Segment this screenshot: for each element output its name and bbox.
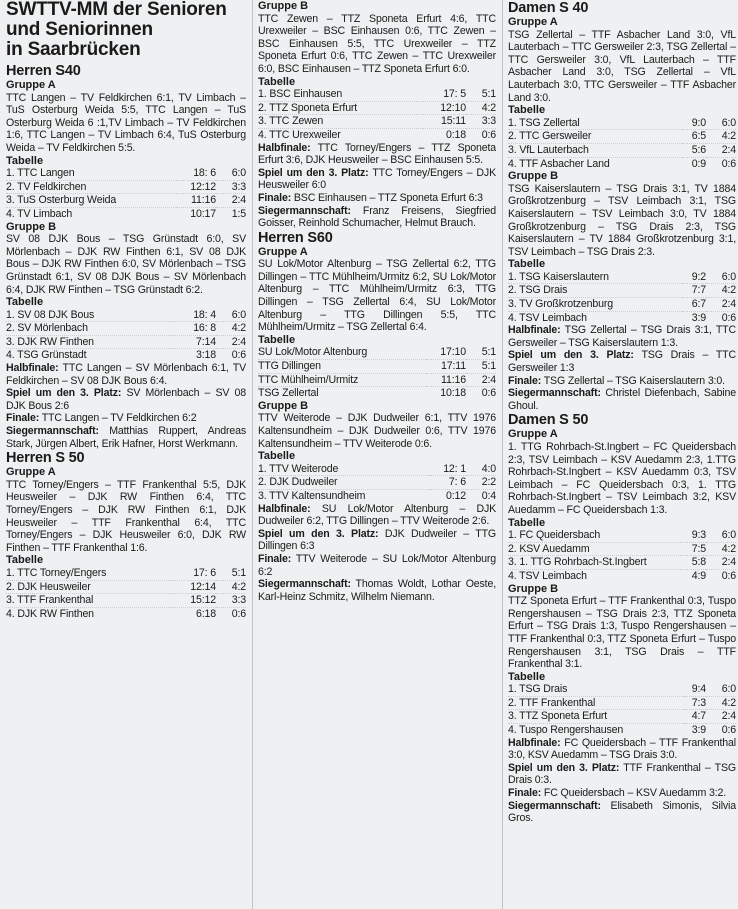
- points-cell: 3:3: [481, 115, 496, 128]
- table-row: [6, 594, 246, 608]
- points-cell: 4:2: [231, 580, 246, 593]
- final-value: FC Queidersbach – KSV Auedamm 3:2.: [543, 787, 727, 800]
- halbfinale-line: [508, 324, 736, 349]
- third-place-line: [258, 167, 496, 192]
- column-3: [508, 0, 736, 909]
- points-cell: 3:3: [231, 594, 246, 607]
- winning-team-value: Thomas Woldt, Lothar Oeste, Karl-Heinz Schmitz, Wilhelm Niemann.: [258, 578, 496, 603]
- winning-team-line: [508, 800, 736, 825]
- team-cell: 4. TSV Leimbach: [508, 311, 587, 324]
- section-herren-s50-continued: [258, 0, 496, 230]
- team-cell: 2. TV Feldkirchen: [6, 180, 87, 193]
- points-cell: 2:4: [721, 143, 736, 156]
- score-cell: 0:9: [691, 157, 706, 170]
- title-line-2: und Seniorinnen: [6, 19, 153, 40]
- team-cell: 2. TTC Gersweiler: [508, 130, 592, 143]
- points-cell: 4:2: [721, 130, 736, 143]
- winning-team-line: [258, 205, 496, 230]
- winning-team-value: Franz Freisens, Siegfried Goisser, Reinhold Schumacher, Helmut Brauch.: [258, 204, 496, 230]
- points-cell: 5:1: [481, 360, 496, 373]
- third-place-label: Spiel um den 3. Platz:: [258, 527, 379, 540]
- standings-table: [508, 529, 736, 582]
- winning-team-label: Siegermannschaft:: [508, 799, 601, 812]
- team-cell: 1. TTC Torney/Engers: [6, 566, 107, 579]
- final-line: [508, 787, 736, 800]
- team-cell: 2. SV Mörlenbach: [6, 322, 88, 335]
- table-row: [508, 556, 736, 570]
- halbfinale-label: Halbfinale:: [258, 141, 311, 154]
- table-heading: Tabelle: [508, 516, 546, 529]
- score-cell: 11:16: [441, 373, 466, 386]
- team-cell: 3. DJK RW Finthen: [6, 335, 94, 348]
- table-row: [6, 567, 246, 580]
- table-row: [508, 157, 736, 170]
- points-cell: 4:0: [481, 462, 496, 475]
- points-cell: 5:1: [481, 88, 496, 101]
- table-row: [508, 311, 736, 324]
- third-place-value: SV Mörlenbach – SV 08 DJK Bous 2:6: [6, 387, 246, 412]
- standings-table: [258, 88, 496, 141]
- points-cell: 5:1: [481, 346, 496, 359]
- table-heading: Tabelle: [258, 450, 296, 463]
- halbfinale-value: TTC Langen – SV Mörlenbach 6:1, TV Feldkirchen – SV 08 DJK Bous 6:4.: [6, 362, 246, 387]
- points-cell: 0:6: [231, 349, 246, 362]
- table-heading: Tabelle: [258, 333, 296, 346]
- points-cell: 6:0: [721, 529, 736, 542]
- points-cell: 0:4: [481, 489, 496, 502]
- score-cell: 17:11: [441, 360, 466, 373]
- score-cell: 4:7: [691, 710, 706, 723]
- table-row: [258, 360, 496, 374]
- table-row: [258, 463, 496, 476]
- points-cell: 1:5: [231, 207, 246, 220]
- winning-team-line: [508, 387, 736, 412]
- points-cell: 0:6: [721, 311, 736, 324]
- winning-team-line: [6, 425, 246, 450]
- final-line: [6, 412, 246, 425]
- score-cell: 16: 8: [193, 322, 216, 335]
- score-cell: 9:3: [691, 529, 706, 542]
- points-cell: 2:2: [481, 476, 496, 489]
- winning-team-line: [258, 578, 496, 603]
- winning-team-value: Elisabeth Simonis, Silvia Gros.: [508, 799, 736, 825]
- standings-table: [508, 271, 736, 324]
- score-cell: 7:14: [195, 335, 216, 348]
- table-heading: Tabelle: [508, 104, 546, 117]
- standings-table: [6, 567, 246, 620]
- score-cell: 18: 4: [193, 308, 216, 321]
- team-cell: 1. TSG Zellertal: [508, 116, 580, 129]
- team-cell: 2. KSV Auedamm: [508, 542, 590, 555]
- points-cell: 2:4: [721, 298, 736, 311]
- group-heading: Gruppe B: [508, 170, 559, 183]
- final-line: [258, 192, 496, 205]
- table-row: [258, 88, 496, 101]
- section-damen-s50: [508, 412, 736, 824]
- team-cell: 3. TV Großkrotzenburg: [508, 298, 613, 311]
- halbfinale-line: [6, 362, 246, 387]
- title-line-1: SWTTV-MM der Senioren: [6, 0, 227, 20]
- standings-table: [258, 346, 496, 399]
- score-cell: 12: 1: [443, 462, 466, 475]
- group-heading: Gruppe A: [6, 79, 56, 91]
- halbfinale-value: TSG Zellertal – TSG Drais 3:1, TTC Gersweiler – TSG Kaiserslautern 1:3.: [508, 324, 736, 349]
- team-cell: 3. TTZ Sponeta Erfurt: [508, 710, 608, 723]
- table-row: [6, 580, 246, 594]
- section-heading: Herren S40: [6, 63, 81, 79]
- column-divider: [502, 0, 503, 909]
- points-cell: 0:6: [231, 607, 246, 620]
- halbfinale-value: TTC Torney/Engers – TTZ Sponeta Erfurt 3:6, DJK Heusweiler – BSC Einhausen 5:5.: [258, 141, 496, 167]
- points-cell: 2:4: [721, 556, 736, 569]
- table-row: [258, 128, 496, 141]
- halbfinale-label: Halbfinale:: [508, 324, 561, 337]
- table-row: [508, 683, 736, 696]
- table-row: [6, 167, 246, 180]
- group-heading: Gruppe B: [508, 582, 559, 595]
- final-label: Finale:: [6, 412, 40, 425]
- standings-table: [6, 167, 246, 220]
- team-cell: 4. DJK RW Finthen: [6, 607, 94, 620]
- table-row: [6, 322, 246, 336]
- score-cell: 7:3: [691, 696, 706, 709]
- final-value: TSG Zellertal – TSG Kaiserslautern 3:0.: [543, 374, 725, 387]
- winning-team-label: Siegermannschaft:: [6, 425, 99, 438]
- third-place-label: Spiel um den 3. Platz:: [508, 761, 620, 774]
- score-cell: 7:5: [691, 542, 706, 555]
- team-cell: 3. VfL Lauterbach: [508, 143, 589, 156]
- table-heading: Tabelle: [6, 554, 44, 567]
- third-place-value: DJK Dudweiler – TTG Dillingen 6:3: [258, 527, 496, 553]
- section-damen-s40: [508, 0, 736, 412]
- score-cell: 12:10: [440, 101, 466, 114]
- points-cell: 6:0: [231, 167, 246, 180]
- section-heading: Herren S60: [258, 229, 333, 246]
- score-cell: 18: 6: [193, 167, 216, 180]
- points-cell: 0:6: [721, 569, 736, 582]
- table-row: [508, 710, 736, 724]
- team-cell: 4. Tuspo Rengershausen: [508, 724, 624, 737]
- section-herren-s60: [258, 230, 496, 604]
- group-heading: Gruppe B: [258, 0, 309, 12]
- team-cell: 2. TTZ Sponeta Erfurt: [258, 101, 358, 114]
- section-herren-s50: [6, 450, 246, 620]
- team-cell: 4. TSV Leimbach: [508, 569, 587, 582]
- table-row: [508, 696, 736, 710]
- table-heading: Tabelle: [508, 670, 546, 683]
- score-cell: 3:18: [195, 349, 216, 362]
- score-cell: 12:14: [190, 580, 216, 593]
- points-cell: 6:0: [721, 270, 736, 283]
- team-cell: 3. TTV Kaltensundheim: [258, 489, 366, 502]
- score-cell: 9:2: [691, 270, 706, 283]
- table-row: [258, 101, 496, 115]
- team-cell: 2. TSG Drais: [508, 284, 568, 297]
- section-heading: Herren S 50: [6, 450, 85, 467]
- group-heading: Gruppe B: [258, 399, 309, 412]
- score-cell: 9:4: [691, 683, 706, 696]
- table-row: [258, 115, 496, 129]
- score-cell: 6:18: [195, 607, 216, 620]
- column-2: [258, 0, 496, 909]
- points-cell: 4:2: [721, 696, 736, 709]
- third-place-line: [508, 762, 736, 787]
- table-row: [508, 298, 736, 312]
- score-cell: 6:7: [691, 298, 706, 311]
- final-value: BSC Einhausen – TTZ Sponeta Erfurt 6:3: [293, 191, 483, 204]
- table-row: [508, 284, 736, 298]
- match-results: SV 08 DJK Bous – TSG Grünstadt 6:0, SV Mörlenbach – DJK RW Finthen 6:1, SV 08 DJK Bous – DJK RW Finthen 6:0, SV Mörlenbach – TSG Grünstadt 6:1, SV 08 DJK Bous – SV Mörlenbach 6:4, DJK RW Finthen – TSG Grünstadt 6:2.: [6, 233, 246, 296]
- team-cell: TSG Zellertal: [258, 387, 319, 400]
- team-cell: 1. TTV Weiterode: [258, 462, 339, 475]
- score-cell: 17: 5: [443, 88, 466, 101]
- team-cell: 1. TSG Drais: [508, 683, 568, 696]
- section-herren-s40: [6, 63, 246, 450]
- score-cell: 3:9: [691, 311, 706, 324]
- match-results: TSG Kaiserslautern – TSG Drais 3:1, TV 1884 Großkrotzenburg – TSV Leimbach 3:1, TSG Kaiserslautern – TSV Leimbach 3:0, TV 1884 Großkrotzenburg – TSG Drais 2:3, TSG Kaiserslautern – TV 1884 Großkrotzenburg 3:1, TSV Leimbach – TSG Drais 2:3.: [508, 182, 736, 258]
- third-place-line: [6, 387, 246, 412]
- column-divider: [252, 0, 253, 909]
- halbfinale-value: SU Lok/Motor Altenburg – DJK Dudweiler 6:2, TTG Dillingen – TTV Weiterode 2:6.: [258, 502, 496, 528]
- table-row: [508, 143, 736, 157]
- points-cell: 0:6: [481, 387, 496, 400]
- score-cell: 10:17: [190, 207, 216, 220]
- points-cell: 2:4: [721, 710, 736, 723]
- table-row: [258, 346, 496, 359]
- score-cell: 10:18: [440, 387, 466, 400]
- score-cell: 5:6: [691, 143, 706, 156]
- table-row: [258, 387, 496, 400]
- points-cell: 6:0: [721, 116, 736, 129]
- points-cell: 0:6: [481, 128, 496, 141]
- third-place-line: [508, 349, 736, 374]
- score-cell: 15:12: [190, 594, 216, 607]
- halbfinale-line: [258, 142, 496, 167]
- match-results: TTV Weiterode – DJK Dudweiler 6:1, TTV 1976 Kaltensundheim – DJK Dudweiler 0:6, TTV 1976 Kaltensundheim – TTV Weiterode 0:6.: [258, 412, 496, 450]
- final-value: TTC Langen – TV Feldkirchen 6:2: [41, 412, 197, 425]
- group-heading: Gruppe B: [6, 220, 57, 233]
- score-cell: 0:18: [445, 128, 466, 141]
- score-cell: 12:12: [190, 180, 216, 193]
- standings-table: [508, 683, 736, 736]
- third-place-label: Spiel um den 3. Platz:: [508, 349, 634, 362]
- score-cell: 7: 6: [448, 476, 466, 489]
- team-cell: 3. TuS Osterburg Weida: [6, 194, 117, 207]
- halbfinale-value: FC Queidersbach – TTF Frankenthal 3:0, KSV Auedamm – TSG Drais 3:0.: [508, 736, 736, 762]
- final-line: [258, 553, 496, 578]
- table-heading: Tabelle: [508, 258, 546, 271]
- match-results: SU Lok/Motor Altenburg – TSG Zellertal 6:2, TTG Dillingen – TTC Mühlheim/Urmitz 6:2, SU Lok/Motor Altenburg – TTC Mühlheim/Urmitz 6:3, TTG Dillingen – TSG Zellertal 6:4, SU Lok/Motor Altenburg – TTG Dillingen 5:5, TTC Mühlheim/Urmitz – TSG Zellertal 6:4.: [258, 258, 496, 334]
- title-line-3: in Saarbrücken: [6, 39, 141, 60]
- score-cell: 17:10: [440, 346, 466, 359]
- team-cell: 3. TTF Frankenthal: [6, 594, 94, 607]
- team-cell: 2. DJK Dudweiler: [258, 476, 338, 489]
- team-cell: 1. BSC Einhausen: [258, 88, 343, 101]
- final-label: Finale:: [508, 374, 542, 387]
- match-results: TTC Torney/Engers – TTF Frankenthal 5:5, DJK Heusweiler – DJK RW Finthen 6:4, TTC Torney/Engers – DJK RW Finthen 6:1, DJK Heusweiler – TTF Frankenthal 6:4, TTC Torney/Engers – DJK Heusweiler 6:0, DJK RW Finthen – TTF Frankenthal 1:6.: [6, 478, 246, 554]
- points-cell: 0:6: [721, 157, 736, 170]
- team-cell: 4. TTC Urexweiler: [258, 128, 341, 141]
- table-row: [508, 724, 736, 737]
- score-cell: 0:12: [445, 489, 466, 502]
- group-heading: Gruppe A: [6, 466, 56, 479]
- table-row: [508, 117, 736, 130]
- score-cell: 3:9: [691, 724, 706, 737]
- table-row: [6, 335, 246, 349]
- points-cell: 2:4: [231, 194, 246, 207]
- score-cell: 7:7: [691, 284, 706, 297]
- halbfinale-line: [508, 737, 736, 762]
- winning-team-label: Siegermannschaft:: [258, 578, 351, 591]
- score-cell: 11:16: [191, 194, 216, 207]
- table-row: [508, 271, 736, 284]
- points-cell: 6:0: [231, 308, 246, 321]
- team-cell: 1. FC Queidersbach: [508, 529, 601, 542]
- team-cell: 4. TV Limbach: [6, 207, 73, 220]
- points-cell: 5:1: [231, 566, 246, 579]
- team-cell: TTC Mühlheim/Urmitz: [258, 373, 359, 386]
- table-row: [6, 349, 246, 362]
- team-cell: SU Lok/Motor Altenburg: [258, 346, 368, 359]
- table-row: [6, 207, 246, 220]
- score-cell: 15:11: [441, 115, 466, 128]
- table-heading: Tabelle: [6, 296, 44, 309]
- standings-table: [508, 117, 736, 170]
- page-title: [6, 0, 246, 60]
- points-cell: 2:4: [481, 373, 496, 386]
- score-cell: 9:0: [691, 116, 706, 129]
- table-row: [508, 542, 736, 556]
- score-cell: 6:5: [691, 130, 706, 143]
- score-cell: 4:9: [691, 569, 706, 582]
- standings-table: [258, 463, 496, 503]
- team-cell: TTG Dillingen: [258, 360, 321, 373]
- final-label: Finale:: [258, 191, 292, 204]
- points-cell: 2:4: [231, 335, 246, 348]
- match-results: TTC Langen – TV Feldkirchen 6:1, TV Limbach – TuS Osterburg Weida 5:5, TTC Langen – TuS Osterburg Weida 6 :1,TV Limbach – TV Feldkirchen 1:6, TTC Langen – TV Limbach 6:4, TuS Osterburg Weida – TV Feldkirchen 5:5.: [6, 91, 246, 154]
- halbfinale-line: [258, 503, 496, 528]
- team-cell: 4. TSG Grünstadt: [6, 349, 87, 362]
- winning-team-value: Christel Diefenbach, Sabine Ghoul.: [508, 387, 736, 412]
- halbfinale-label: Halbfinale:: [258, 502, 311, 515]
- points-cell: 4:2: [481, 101, 496, 114]
- third-place-line: [258, 528, 496, 553]
- points-cell: 4:2: [231, 322, 246, 335]
- team-cell: 2. TTF Frankenthal: [508, 696, 596, 709]
- winning-team-label: Siegermannschaft:: [508, 387, 601, 400]
- table-row: [508, 569, 736, 582]
- team-cell: 4. TTF Asbacher Land: [508, 157, 610, 170]
- group-heading: Gruppe A: [508, 428, 558, 441]
- points-cell: 3:3: [231, 180, 246, 193]
- table-row: [508, 130, 736, 144]
- halbfinale-label: Halbfinale:: [6, 362, 59, 375]
- points-cell: 6:0: [721, 683, 736, 696]
- winning-team-label: Siegermannschaft:: [258, 204, 351, 217]
- section-heading: Damen S 40: [508, 0, 589, 16]
- match-results: TTC Zewen – TTZ Sponeta Erfurt 4:6, TTC Urexweiler – BSC Einhausen 0:6, TTC Zewen – BSC Einhausen 5:5, TTC Urexweiler – TTZ Sponeta Erfurt 0:6, TTC Zewen – TTC Urexweiler 6:0, BSC Einhausen – TTZ Sponeta Erfurt 6:0.: [258, 12, 496, 75]
- section-heading: Damen S 50: [508, 412, 589, 429]
- match-results: TSG Zellertal – TTF Asbacher Land 3:0, VfL Lauterbach – TTC Gersweiler 2:3, TSG Zellertal – TTC Gersweiler 3:0, VfL Lauterbach – TTF Asbacher Land 3:0, TSG Zellertal – VfL Lauterbach 3:0, TTC Gersweiler – TTF Asbacher Land 3:0.: [508, 28, 736, 104]
- table-heading: Tabelle: [6, 154, 44, 167]
- group-heading: Gruppe A: [258, 245, 308, 258]
- points-cell: 4:2: [721, 542, 736, 555]
- match-results: 1. TTG Rohrbach-St.Ingbert – FC Queidersbach 2:3, TSV Leimbach – KSV Auedamm 2:3, 1.TTG Rohrbach-St.Ingbert – KSV Auedamm 0:3, TSV Leimbach – FC Queidersbach 0:3, 1. TTG Rohrbach-St.Ingbert – TSV Leimbach 3:2, KSV Auedamm – FC Queidersbach 1:3.: [508, 441, 736, 516]
- third-place-value: TTF Frankenthal – TSG Drais 0:3.: [508, 761, 736, 787]
- final-value: TTV Weiterode – SU Lok/Motor Altenburg 6:2: [258, 552, 496, 578]
- score-cell: 17: 6: [193, 566, 216, 579]
- table-row: [258, 489, 496, 502]
- halbfinale-label: Halbfinale:: [508, 736, 561, 749]
- points-cell: 4:2: [721, 284, 736, 297]
- score-cell: 5:8: [691, 556, 706, 569]
- team-cell: 1. TTC Langen: [6, 167, 75, 180]
- final-label: Finale:: [508, 787, 542, 800]
- team-cell: 1. TSG Kaiserslautern: [508, 270, 609, 283]
- table-row: [6, 180, 246, 194]
- final-label: Finale:: [258, 552, 292, 565]
- final-line: [508, 375, 736, 388]
- standings-table: [6, 309, 246, 362]
- table-row: [258, 373, 496, 387]
- third-place-label: Spiel um den 3. Platz:: [6, 387, 122, 400]
- team-cell: 2. DJK Heusweiler: [6, 580, 91, 593]
- third-place-value: TSG Drais – TTC Gersweiler 1:3: [508, 349, 736, 375]
- third-place-value: TTC Torney/Engers – DJK Heusweiler 6:0: [258, 166, 496, 192]
- table-row: [6, 194, 246, 208]
- points-cell: 0:6: [721, 724, 736, 737]
- table-heading: Tabelle: [258, 75, 296, 88]
- winning-team-value: Matthias Ruppert, Andreas Stark, Jürgen Albert, Erik Hafner, Horst Werkmann.: [6, 425, 246, 450]
- table-row: [258, 476, 496, 490]
- table-row: [6, 607, 246, 620]
- third-place-label: Spiel um den 3. Platz:: [258, 166, 369, 179]
- table-row: [6, 309, 246, 322]
- match-results: TTZ Sponeta Erfurt – TTF Frankenthal 0:3, Tuspo Rengershausen – TSG Drais 2:3, TTZ Sponeta Erfurt – TSG Drais 1:3, Tuspo Rengershausen – TTF Frankenthal 0:3, TTZ Sponeta Erfurt – Tuspo Rengershausen 3:1, TSG Drais – TTF Frankenthal 3:1.: [508, 595, 736, 671]
- table-row: [508, 529, 736, 542]
- team-cell: 1. SV 08 DJK Bous: [6, 308, 95, 321]
- team-cell: 3. 1. TTG Rohrbach-St.Ingbert: [508, 556, 647, 569]
- team-cell: 3. TTC Zewen: [258, 115, 324, 128]
- group-heading: Gruppe A: [508, 16, 558, 28]
- column-1: [6, 0, 246, 909]
